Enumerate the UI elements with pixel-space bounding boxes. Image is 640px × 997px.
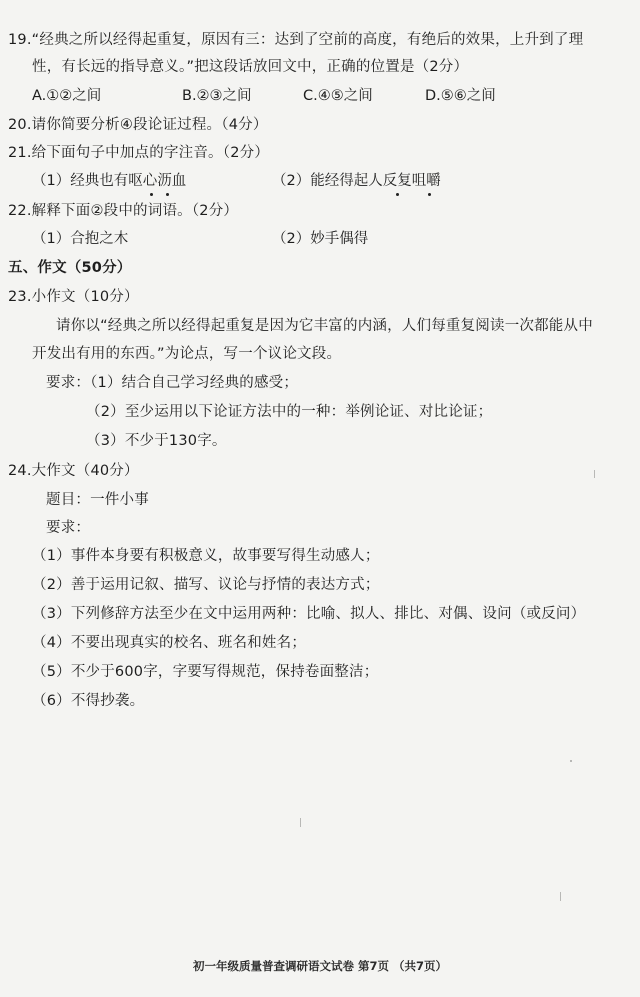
q22-item-1: （1）合抱之木	[32, 231, 129, 247]
q22-item-2: （2）妙手偶得	[272, 231, 369, 247]
scan-speck	[560, 892, 561, 901]
q24-title: 24.大作文（40分）	[8, 463, 139, 479]
q20-prompt: 20.请你简要分析④段论证过程。（4分）	[8, 117, 268, 133]
q24-requirement-2: （2）善于运用记叙、描写、议论与抒情的表达方式；	[32, 577, 380, 593]
q21-items	[32, 171, 552, 191]
q23-requirement-3: （3）不少于130字。	[86, 433, 227, 449]
emphasis-dot	[396, 193, 399, 196]
q19-options	[32, 86, 572, 106]
section-heading: 五、作文（50分）	[8, 260, 132, 276]
q19-option-c: C.④⑤之间	[303, 88, 373, 104]
q23-title: 23.小作文（10分）	[8, 289, 139, 305]
emphasis-dot	[428, 193, 431, 196]
q19-option-a: A.①②之间	[32, 88, 102, 104]
q19-line-1: 19.“经典之所以经得起重复，原因有三：达到了空前的高度，有绝后的效果，上升到了理	[8, 32, 584, 48]
q24-requirement-5: （5）不少于600字，字要写得规范，保持卷面整洁；	[32, 664, 379, 680]
q23-body-1: 请你以“经典之所以经得起重复是因为它丰富的内涵，人们每重复阅读一次都能从中	[56, 318, 593, 334]
q19-line-2: 性，有长远的指导意义。”把这段话放回文中，正确的位置是（2分）	[32, 59, 469, 75]
q21-prompt: 21.给下面句子中加点的字注音。（2分）	[8, 145, 270, 161]
scan-speck	[594, 470, 595, 478]
scan-speck	[300, 818, 301, 827]
scan-speck	[570, 760, 572, 762]
q21-item-2: （2）能经得起人反复咀嚼	[272, 173, 441, 189]
q24-topic: 题目：一件小事	[46, 492, 149, 508]
emphasis-dot	[150, 193, 153, 196]
q21-item-1: （1）经典也有呕心沥血	[32, 173, 187, 189]
q24-requirement-4: （4）不要出现真实的校名、班名和姓名；	[32, 635, 307, 651]
q24-requirement-6: （6）不得抄袭。	[32, 693, 145, 709]
page-footer: 初一年级质量普查调研语文试卷 第7页 （共7页）	[192, 959, 447, 973]
emphasis-dot	[166, 193, 169, 196]
q23-body-2: 开发出有用的东西。”为论点，写一个议论文段。	[32, 346, 342, 362]
q23-requirement-1: 要求：（1）结合自己学习经典的感受；	[46, 375, 299, 391]
q22-prompt: 22.解释下面②段中的词语。（2分）	[8, 203, 239, 219]
q19-option-b: B.②③之间	[182, 88, 252, 104]
q22-items	[32, 229, 552, 249]
q24-requirement-3: （3）下列修辞方法至少在文中运用两种：比喻、拟人、排比、对偶、设问（或反问）	[32, 606, 586, 622]
q24-requirement-label: 要求：	[46, 520, 91, 536]
q23-requirement-2: （2）至少运用以下论证方法中的一种：举例论证、对比论证；	[86, 404, 493, 420]
q24-requirement-1: （1）事件本身要有积极意义，故事要写得生动感人；	[32, 548, 380, 564]
q19-option-d: D.⑤⑥之间	[425, 88, 496, 104]
